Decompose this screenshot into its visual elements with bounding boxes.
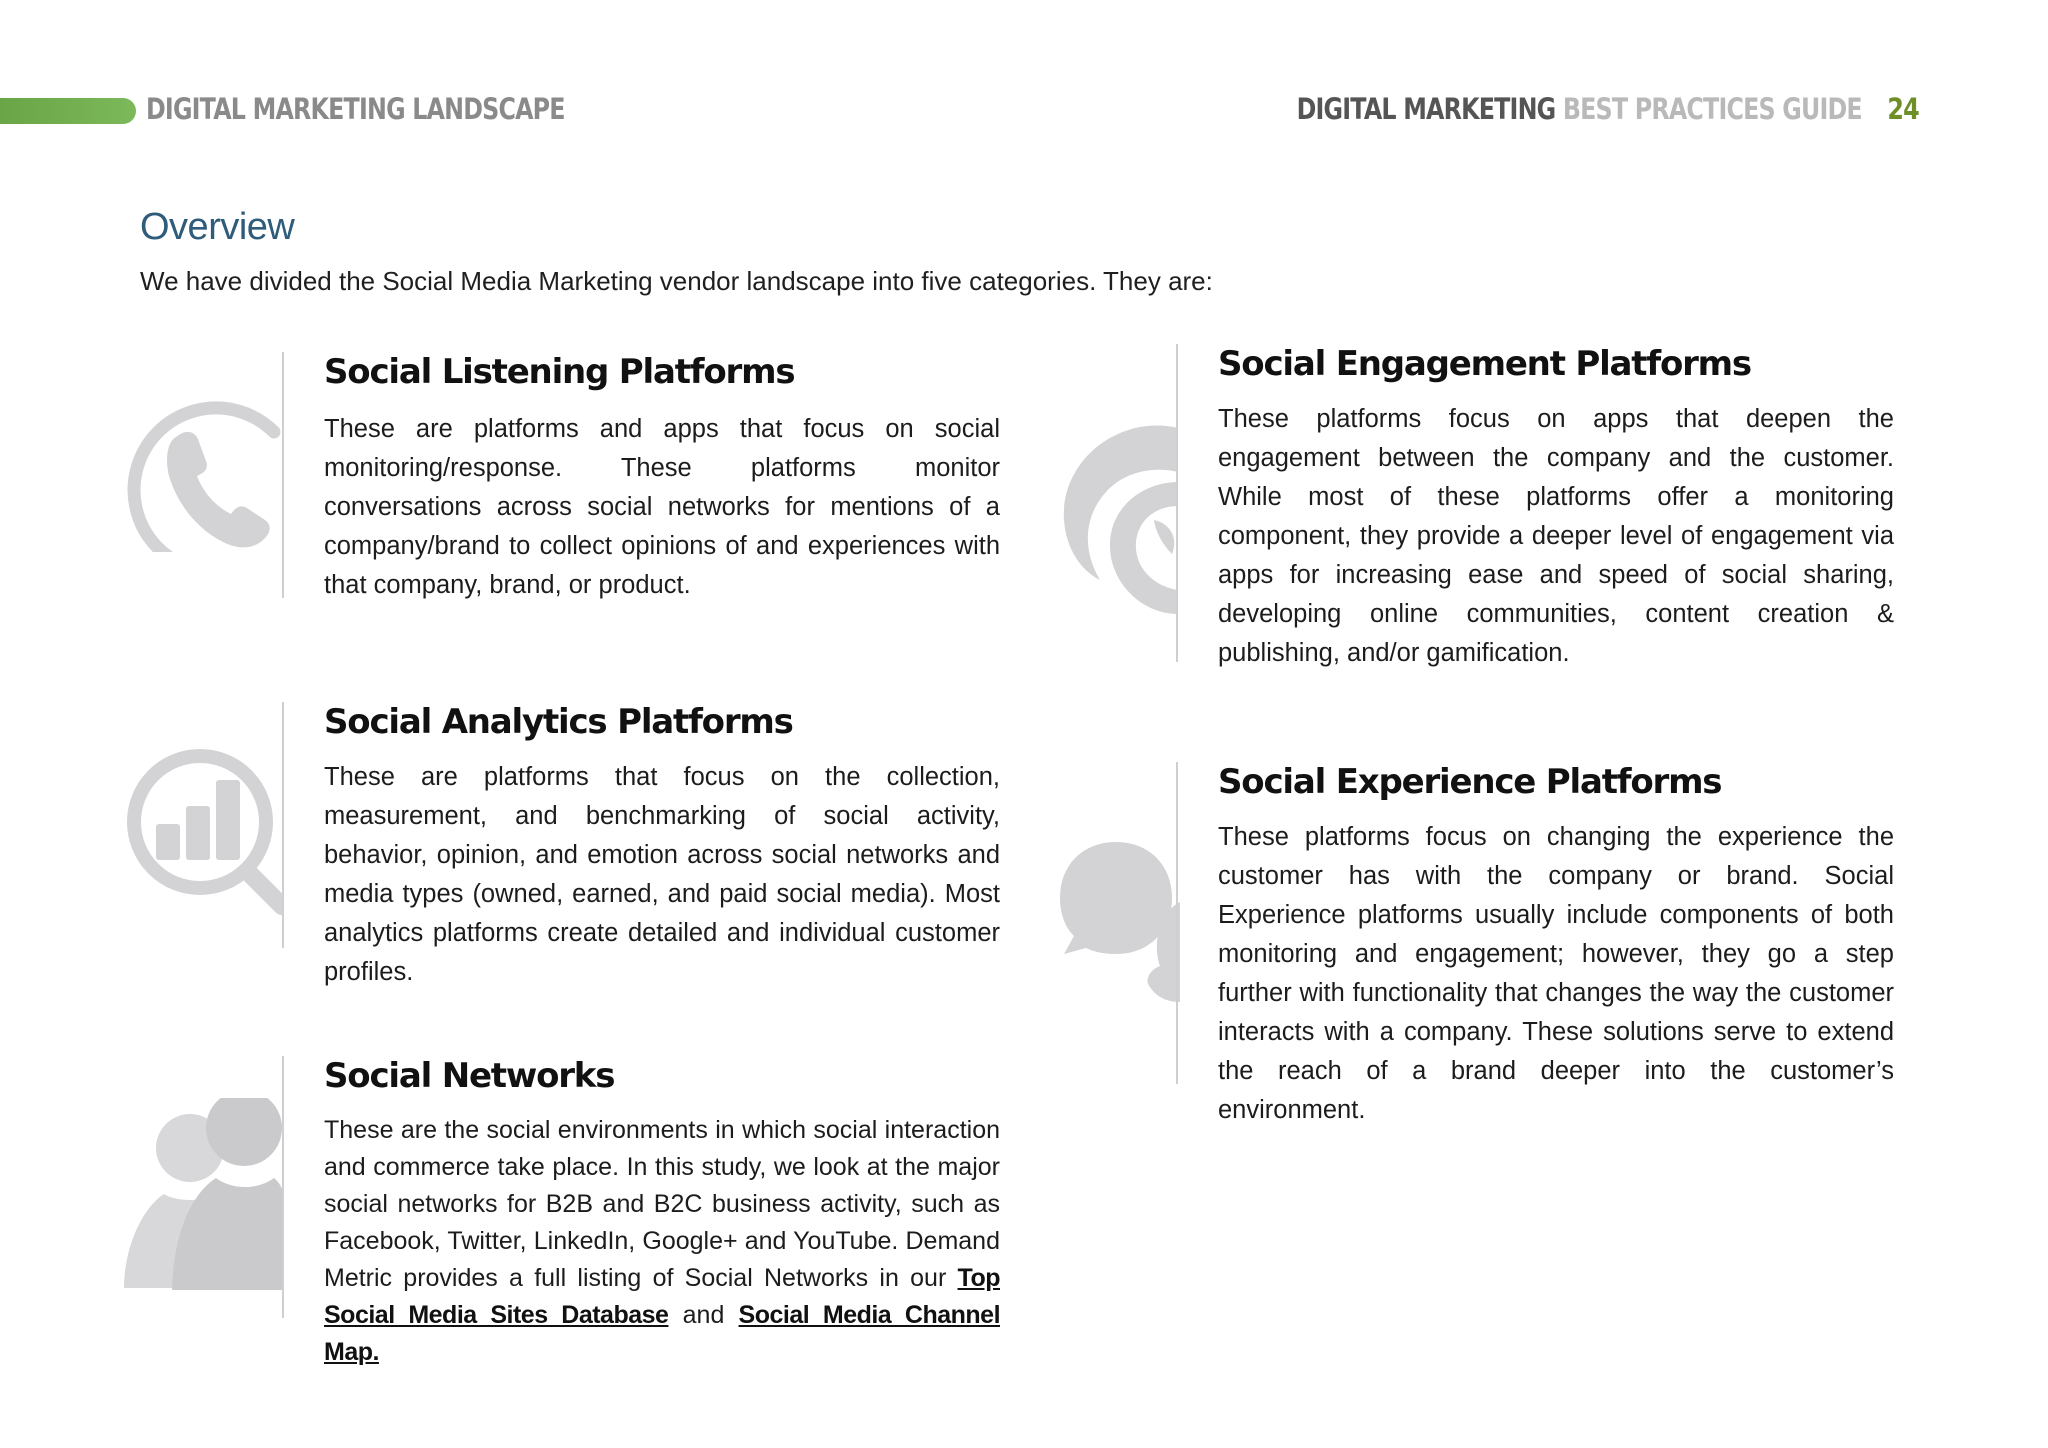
- section-social-engagement: [1060, 344, 2000, 674]
- section-body: These are platforms that focus on the collection, measurement, and benchmarking of social activity, behavior, opinion, and emotion across social networks and media types (owned, earned, and paid social media). Most analytics platforms create detailed and individual customer profiles.: [324, 763, 1000, 986]
- section-social-networks: [124, 1056, 1004, 1366]
- overview-heading: Overview: [140, 206, 295, 248]
- section-social-experience: [1060, 762, 2000, 1124]
- chat-bubbles-icon: [1060, 842, 1180, 1002]
- page-number: 24: [1887, 92, 1919, 126]
- top-social-media-sites-database-link[interactable]: Top Social Media Sites Database: [324, 1264, 1000, 1329]
- networks-body-text: These are the social environments in which social interaction and commerce take place. In this study, we look at the major social networks for B2B and B2C business activity, such as Facebook, Twitter, LinkedIn, Google+ and YouTube. Demand Metric provides a full listing of Social Networks in our: [324, 1116, 1000, 1292]
- link-icon: [1060, 420, 1180, 620]
- overview-intro: We have divided the Social Media Marketing vendor landscape into five categories. They are:: [140, 266, 1213, 296]
- section-body: These are platforms and apps that focus on social monitoring/response. These platforms monitor conversations across social networks for mentions of a company/brand to collect opinions of and experiences with that company, brand, or product.: [324, 415, 1000, 599]
- networks-body-conjunction: and: [682, 1301, 725, 1329]
- section-social-listening: [124, 352, 1004, 608]
- section-body: These platforms focus on apps that deepen the engagement between the company and the customer. While most of these platforms offer a monitoring component, they provide a deeper level of engagement via apps for increasing ease and speed of social sharing, developing online communities, content creation & publishing, and/or gamification.: [1218, 405, 1894, 667]
- section-title: Social Engagement Platforms: [1218, 344, 1751, 384]
- section-divider: [282, 1056, 284, 1318]
- analytics-magnifier-icon: [124, 736, 284, 916]
- section-social-analytics: [124, 702, 1004, 986]
- section-title: DIGITAL MARKETING LANDSCAPE: [146, 92, 565, 126]
- section-divider: [282, 352, 284, 598]
- section-title: Social Analytics Platforms: [324, 702, 793, 742]
- section-body: These platforms focus on changing the experience the customer has with the company or brand. Social Experience platforms usually include components of both monitoring and engagement; however, they go a step further with functionality that changes the way the customer interacts with a company. These solutions serve to extend the reach of a brand deeper into the customer’s environment.: [1218, 823, 1894, 1124]
- guide-title-dark: DIGITAL MARKETING: [1296, 92, 1556, 126]
- guide-title: [1297, 92, 1919, 126]
- header-accent-bar: [0, 98, 136, 124]
- section-title: Social Listening Platforms: [324, 352, 795, 392]
- section-title: Social Experience Platforms: [1218, 762, 1722, 802]
- phone-icon: [124, 392, 284, 552]
- section-divider: [1176, 762, 1178, 1084]
- section-body: [324, 1112, 1000, 1371]
- social-media-channel-map-link[interactable]: Social Media Channel Map.: [324, 1301, 1001, 1366]
- section-divider: [282, 702, 284, 948]
- section-title: Social Networks: [324, 1056, 615, 1096]
- guide-title-light: BEST PRACTICES GUIDE: [1563, 92, 1863, 126]
- section-divider: [1176, 344, 1178, 662]
- people-icon: [124, 1098, 284, 1290]
